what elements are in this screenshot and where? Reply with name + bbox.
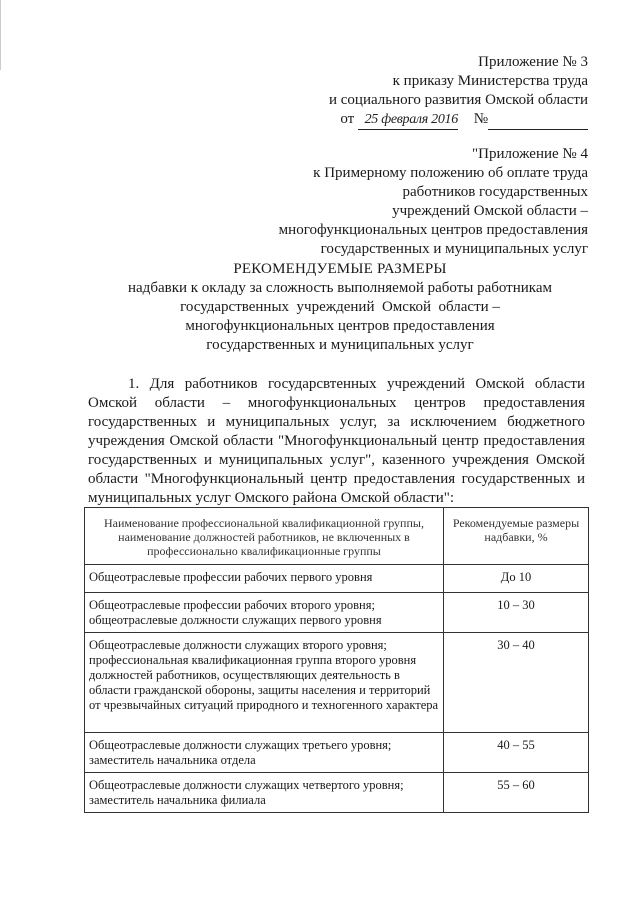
appendix-4-line-5: многофункциональных центров предоставления	[278, 222, 588, 238]
title-line-5: государственных и муниципальных услуг	[206, 337, 474, 353]
appendix-3-ministry: и социального развития Омской области	[328, 92, 588, 108]
row-value: До 10	[444, 565, 589, 593]
title-line-2: надбавки к окладу за сложность выполняемой работы работникам	[128, 280, 552, 296]
row-name: Общеотраслевые должности служащих второго уровня; профессиональная квалификационная группа второго уровня должностей работников, осуществляющих деятельность в области гражданской обороны, защиты населения и территорий от чрезвычайных ситуаций природного и техногенного характера	[85, 633, 444, 733]
appendix-3-order-ref: к приказу Министерства труда	[392, 73, 588, 89]
row-name: Общеотраслевые должности служащих четвертого уровня; заместитель начальника филиала	[85, 773, 444, 813]
title-line-4: многофункциональных центров предоставления	[185, 318, 495, 334]
paragraph-1	[88, 375, 585, 508]
header-name-column: Наименование профессиональной квалификационной группы, наименование должностей работников, не включенных в профессионально квалификационные группы	[85, 508, 444, 565]
appendix-4-line-3: работников государственных	[402, 184, 588, 200]
row-value: 10 – 30	[444, 593, 589, 633]
header-value-column: Рекомендуемые размеры надбавки, %	[444, 508, 589, 565]
row-name: Общеотраслевые профессии рабочих второго уровня; общеотраслевые должности служащих первого уровня	[85, 593, 444, 633]
from-label: от	[340, 111, 355, 127]
title-line-3: государственных учреждений Омской области –	[180, 299, 500, 315]
appendix-3-title: Приложение № 3	[478, 54, 588, 70]
row-value: 40 – 55	[444, 733, 589, 773]
row-name: Общеотраслевые должности служащих третьего уровня; заместитель начальника отдела	[85, 733, 444, 773]
document-title	[40, 260, 640, 355]
rates-table	[84, 507, 589, 813]
scan-artifact	[0, 0, 1, 70]
handwritten-date: 25 февраля 2016	[364, 112, 458, 127]
table-row	[85, 733, 589, 773]
row-name: Общеотраслевые профессии рабочих первого уровня	[85, 565, 444, 593]
table-row	[85, 593, 589, 633]
row-value: 55 – 60	[444, 773, 589, 813]
title-main: РЕКОМЕНДУЕМЫЕ РАЗМЕРЫ	[233, 261, 447, 277]
appendix-4-line-4: учреждений Омской области –	[392, 203, 588, 219]
table-header-row	[85, 508, 589, 565]
table-row	[85, 633, 589, 733]
number-field	[488, 110, 588, 130]
number-label: №	[473, 111, 488, 127]
table-row	[85, 773, 589, 813]
appendix-3-date-line	[329, 110, 588, 130]
appendix-3-header	[329, 53, 588, 130]
appendix-4-header	[279, 145, 588, 259]
row-value: 30 – 40	[444, 633, 589, 733]
date-field	[358, 110, 458, 130]
appendix-4-line-2: к Примерному положению об оплате труда	[313, 165, 588, 181]
appendix-4-title: "Приложение № 4	[472, 146, 588, 162]
paragraph-1-text: 1. Для работников государсвтенных учреждений Омской области Омской области – многофункциональных центров предоставления государственных и муниципальных услуг, за исключением бюджетного учреждения Омской области "Многофункциональный центр предоставления государственных и муниципальных услуг", казенного учреждения Омской области "Многофункциональный центр предоставления государственных и муниципальных услуг Омского района Омской области":	[88, 376, 585, 506]
appendix-4-line-6: государственных и муниципальных услуг	[320, 241, 588, 257]
table-row	[85, 565, 589, 593]
